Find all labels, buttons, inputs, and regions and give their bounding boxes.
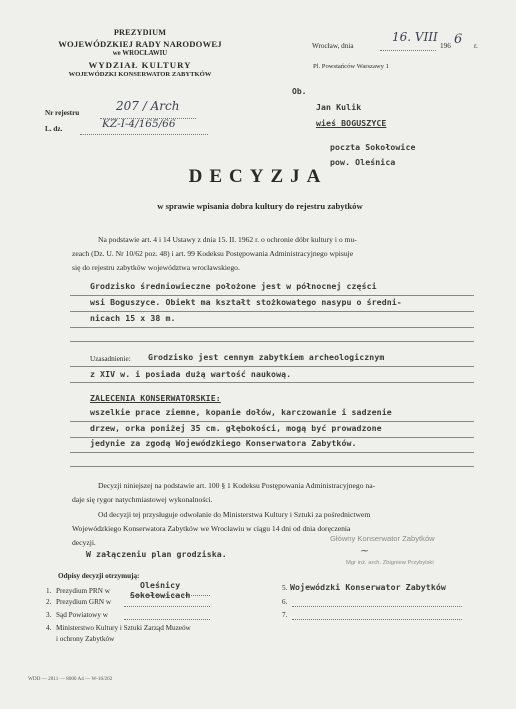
addressee-county: pow. Oleśnica — [330, 157, 396, 167]
closing-line-4: Wojewódzkiego Konserwatora Zabytków we Wrocławiu w ciągu 14 dni od dnia doręczenia — [72, 524, 351, 533]
justification-rule-1 — [70, 366, 474, 367]
recommendations-rule-3 — [70, 452, 474, 453]
date-year-digit: 6 — [454, 32, 463, 47]
copy-2-num: 2. — [46, 598, 52, 606]
closing-line-1: Decyzji niniejszej na podstawie art. 100 § 1 Kodeksu Postępowania Administracyjnego na- — [98, 481, 376, 490]
register-ldz-label: L. dz. — [45, 125, 63, 133]
recommendations-line-3: jedynie za zgodą Wojewódzkiego Konserwatora Zabytków. — [90, 438, 357, 448]
register-nr-value: 207 / Arch — [116, 99, 180, 113]
register-ldz-value: KZ-I-4/165/66 — [102, 118, 176, 130]
office-address: Pl. Powstańców Warszawy 1 — [313, 63, 389, 70]
object-rule-4 — [70, 341, 474, 342]
justification-rule-2 — [70, 382, 474, 383]
copy-2-text: Prezydium GRN w — [56, 598, 112, 606]
copy-4-text-cont: i ochrony Zabytków — [56, 635, 115, 643]
recommendations-rule-1 — [70, 421, 474, 422]
intro-line-1: Na podstawie art. 4 i 14 Ustawy z dnia 15. II. 1962 r. o ochronie dóbr kultury i o mu- — [98, 235, 357, 244]
register-nr-label: Nr rejestru — [45, 109, 80, 117]
document-subject: w sprawie wpisania dobra kultury do rejestru zabytków — [157, 201, 363, 211]
justification-label: Uzasadnienie: — [90, 355, 131, 363]
header-department: WYDZIAŁ KULTURY — [88, 60, 192, 70]
recommendations-label: ZALECENIA KONSERWATORSKIE: — [90, 393, 221, 403]
addressee-name: Jan Kulik — [316, 102, 362, 112]
handwritten-signature: ~ — [360, 544, 370, 557]
attachment-note: W załączeniu plan grodziska. — [86, 549, 227, 559]
date-year-prefix: 196 — [440, 42, 451, 50]
object-line-1: Grodzisko średniowieczne położone jest w północnej części — [90, 281, 377, 291]
intro-line-3: się do rejestru zabytków województwa wrocławskiego. — [72, 263, 240, 272]
justification-line-2: z XIV w. i posiada dużą wartość naukową. — [90, 369, 292, 379]
copy-7-line — [292, 619, 462, 620]
footer-print-code: WDD — 2811 — 8000 A4 — W-16/262 — [28, 676, 113, 682]
addressee-post: poczta Sokołowice — [330, 142, 416, 152]
date-city-label: Wrocław, dnia — [312, 42, 354, 50]
date-day-month: 16. VIII — [392, 30, 438, 44]
copy-3-line — [124, 619, 210, 620]
signature-stamp-name: Mgr inż. arch. Zbigniew Przybylski — [346, 560, 434, 566]
copy-2-line — [124, 606, 210, 607]
closing-line-3: Od decyzji tej przysługuje odwołanie do Ministerstwa Kultury i Sztuki za pośrednictwem — [98, 510, 371, 519]
intro-line-2: zeach (Dz. U. Nr 10/62 poz. 48) i art. 99 Kodeksu Postępowania Administracyjnego wpisuje — [72, 249, 354, 258]
closing-line-2: daje się rygor natychmiastowej wykonalności. — [72, 495, 213, 504]
recommendations-line-1: wszelkie prace ziemne, kopanie dołów, karczowanie i sadzenie — [90, 407, 392, 417]
copy-5-num: 5. — [282, 584, 288, 592]
copy-2-typed: Sokołowicach — [130, 590, 191, 600]
header-wrn: WOJEWÓDZKIEJ RADY NARODOWEJ — [58, 39, 222, 49]
addressee-village: wieś BOGUSZYCE — [316, 118, 387, 128]
copy-1-typed: Oleśnicy — [140, 580, 181, 590]
date-suffix: r. — [474, 42, 478, 50]
copy-5-text: Wojewódzki Konserwator Zabytków — [290, 582, 446, 592]
copies-label: Odpisy decyzji otrzymują: — [58, 572, 140, 580]
object-line-3: nicach 15 x 38 m. — [90, 313, 176, 323]
copy-3-num: 3. — [46, 611, 52, 619]
addressee-label: Ob. — [292, 87, 307, 96]
date-underline — [380, 50, 436, 51]
copy-7-num: 7. — [282, 611, 288, 619]
copy-4-text: Ministerstwo Kultury i Sztuki Zarząd Muzeów — [56, 624, 191, 632]
object-rule-3 — [70, 327, 474, 328]
copy-6-num: 6. — [282, 598, 288, 606]
justification-line-1: Grodzisko jest cennym zabytkiem archeologicznym — [148, 352, 385, 362]
header-prezydium: PREZYDIUM — [113, 28, 167, 37]
header-city: we WROCŁAWIU — [112, 50, 168, 57]
copy-1-num: 1. — [46, 587, 52, 595]
copy-4-num: 4. — [46, 624, 52, 632]
copy-6-line — [292, 606, 462, 607]
register-ldz-line — [80, 134, 208, 135]
object-rule-1 — [70, 295, 474, 296]
copy-3-text: Sąd Powiatowy w — [56, 611, 108, 619]
document-title: DECYZJA — [188, 166, 328, 187]
header-conservator: WOJEWÓDZKI KONSERWATOR ZABYTKÓW — [68, 71, 212, 78]
closing-line-5: decyzji. — [72, 538, 96, 547]
recommendations-line-2: drzew, orka poniżej 35 cm. głębokości, mogą być prowadzone — [90, 423, 382, 433]
copy-1-text: Prezydium PRN w — [56, 587, 110, 595]
object-rule-2 — [70, 311, 474, 312]
object-line-2: wsi Boguszyce. Obiekt ma kształt stożkowatego nasypu o średni- — [90, 297, 402, 307]
recommendations-rule-4 — [70, 466, 474, 467]
signature-stamp-title: Główny Konserwator Zabytków — [330, 534, 435, 543]
